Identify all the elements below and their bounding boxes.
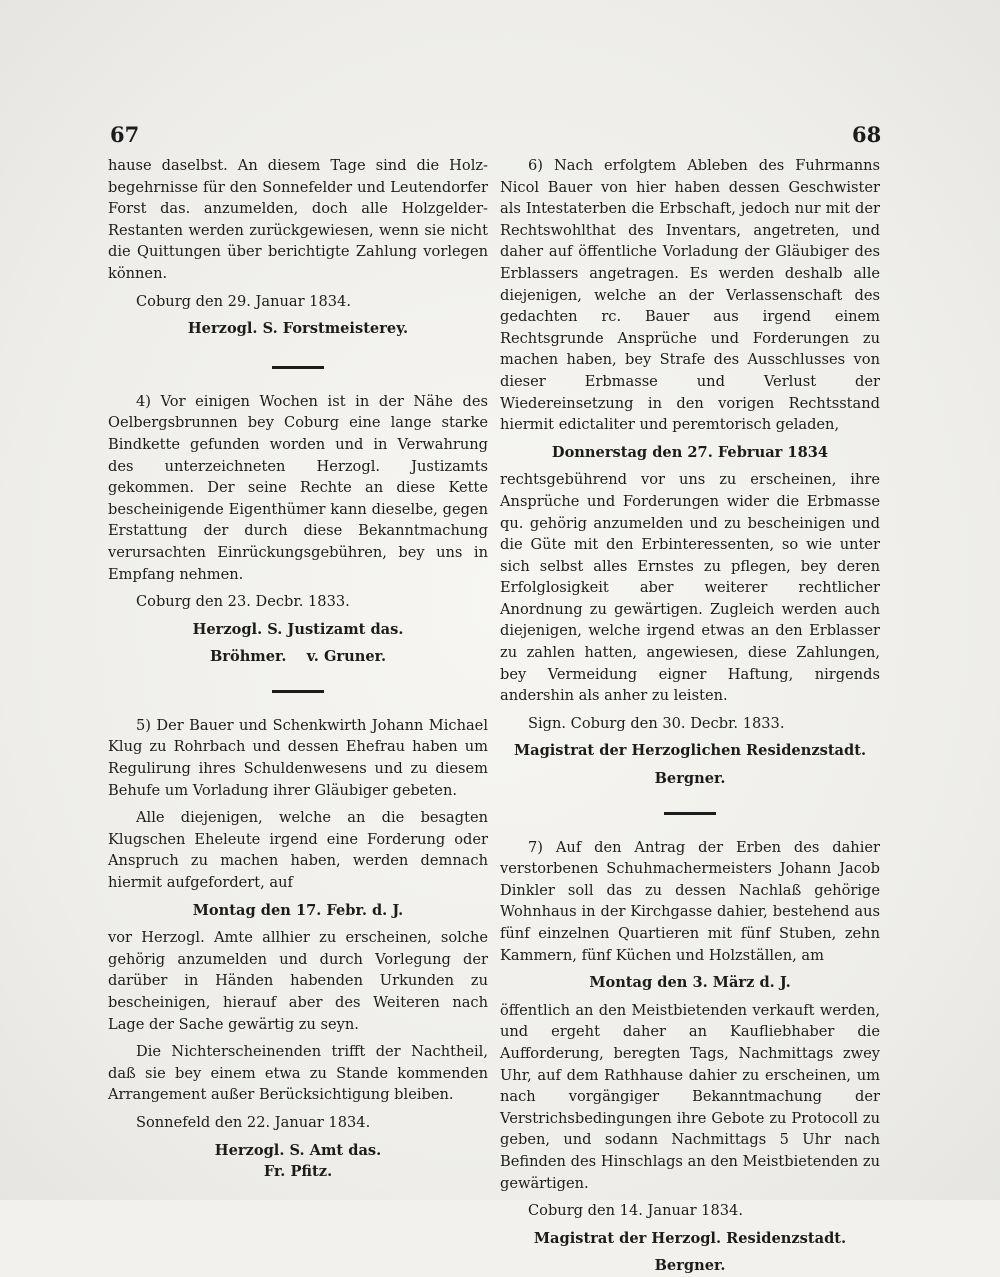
- item7-paragraph: 7) Auf den Antrag der Erben des dahier verstorbenen Schuhmachermeisters Johann Jacob Dinkler soll das zu dessen Nachlaß gehörige Wohnhaus in der Kirchgasse dahier, bestehend aus fünf einzelnen Quartieren mit fünf Stuben, zehn Kammern, fünf Küchen und Holzställen, am: [500, 838, 880, 964]
- item6-paragraph: 6) Nach erfolgtem Ableben des Fuhrmanns Nicol Bauer von hier haben dessen Geschwister als Intestaterben die Erbschaft, jedoch nur mit der Rechtswohlthat des Inventars, angetreten, und daher auf öffentliche Vorladung der Gläubiger des Erblassers angetragen. Es werden deshalb alle diejenigen, welche an der Verlassenschaft des gedachten rc. Bauer aus irgend einem Rechtsgrunde Ansprüche und Forderungen zu machen haben, bey Strafe des Ausschlusses von dieser Erbmasse und Verlust der Wiedereinsetzung in den vorigen Rechtsstand hiermit edictaliter und peremtorisch geladen,: [500, 157, 880, 434]
- item5-paragraph-3: vor Herzogl. Amte allhier zu erscheinen, solche gehörig anzumelden und durch Vorlegung der darüber in Händen habenden Urkunden zu bescheinigen, hierauf aber des Weiteren nach Lage der Sache gewärtig zu seyn.: [108, 929, 488, 1033]
- page-number-right: 68: [852, 122, 882, 147]
- item4-signature-office: Herzogl. S. Justizamt das.: [192, 620, 404, 638]
- section-divider: [664, 812, 716, 815]
- item7-signature-name: Bergner.: [654, 1257, 726, 1275]
- item6-paragraph-2: rechtsgebührend vor uns zu erscheinen, ihre Ansprüche und Forderungen wider die Erbmasse qu. gehörig anzumelden und zu bescheinigen und die Güte mit den Erbinteressenten, so wie unter sich selbst alles Ernstes zu pflegen, bey deren Erfolglosigkeit aber weiterer rechtlicher Anordnung zu gewärtigen. Zugleich werden auch diejenigen, welche irgend etwas an den Erblasser zu zahlen hatten, angewiesen, diese Zahlungen, bey Vermeidung eigner Haftung, nirgends andershin als anher zu leisten.: [500, 471, 880, 705]
- item7-paragraph-2: öffentlich an den Meistbietenden verkauft werden, und ergeht daher an Kaufliebhaber die Aufforderung, beregten Tags, Nachmittags zwey Uhr, auf dem Rathhause dahier zu erscheinen, um nach vorgängiger Bekanntmachung der Verstrichsbedingungen ihre Gebote zu Protocoll zu geben, und sodann Nachmittags 5 Uhr nach Befinden des Hinschlags an den Meistbietenden zu gewärtigen.: [500, 1001, 880, 1192]
- left-column: [108, 155, 488, 1183]
- intro-date: Coburg den 29. Januar 1834.: [136, 292, 351, 310]
- item7-date: Coburg den 14. Januar 1834.: [528, 1202, 743, 1220]
- item4-date: Coburg den 23. Decbr. 1833.: [136, 593, 350, 611]
- section-divider: [272, 366, 324, 369]
- item5-paragraph: 5) Der Bauer und Schenkwirth Johann Michael Klug zu Rohrbach und dessen Ehefrau haben um Regulirung ihres Schuldenwesens und zu diesem Behufe um Vorladung ihrer Gläubiger gebeten.: [108, 716, 488, 799]
- intro-signature: Herzogl. S. Forstmeisterey.: [187, 320, 409, 338]
- item6-signature-name: Bergner.: [654, 770, 726, 788]
- item5-signature-office: Herzogl. S. Amt das.: [214, 1141, 382, 1159]
- item7-signature-office: Magistrat der Herzogl. Residenzstadt.: [533, 1229, 847, 1247]
- item5-signature-name: Fr. Pfitz.: [263, 1163, 333, 1181]
- intro-paragraph: hause daselbst. An diesem Tage sind die Holz-begehrnisse für den Sonnefelder und Leutendorfer Forst das. anzumelden, doch alle Holzgelder-Restanten werden zurückgewiesen, wenn sie nicht die Quittungen über berichtigte Zahlung vorlegen können.: [108, 157, 488, 282]
- item5-paragraph-2: Alle diejenigen, welche an die besagten Klugschen Eheleute irgend eine Forderung oder Anspruch zu machen haben, werden demnach hiermit aufgefordert, auf: [108, 809, 488, 892]
- item4-signature-names: Bröhmer. v. Gruner.: [209, 648, 387, 666]
- item6-hearing-date: Donnerstag den 27. Februar 1834: [551, 443, 829, 461]
- item5-paragraph-4: Die Nichterscheinenden trifft der Nachtheil, daß sie bey einem etwa zu Stande kommenden Arrangement außer Berücksichtigung bleiben.: [108, 1043, 488, 1104]
- page-number-left: 67: [110, 122, 140, 147]
- item6-date: Sign. Coburg den 30. Decbr. 1833.: [528, 714, 785, 732]
- item5-hearing-date: Montag den 17. Febr. d. J.: [192, 901, 404, 919]
- item6-signature-office: Magistrat der Herzoglichen Residenzstadt.: [513, 742, 867, 760]
- item7-sale-date: Montag den 3. März d. J.: [589, 974, 791, 992]
- item5-date: Sonnefeld den 22. Januar 1834.: [136, 1113, 371, 1131]
- section-divider: [272, 690, 324, 693]
- right-column: [500, 155, 880, 1277]
- item4-paragraph: 4) Vor einigen Wochen ist in der Nähe des Oelbergsbrunnen bey Coburg eine lange starke Bindkette gefunden worden und in Verwahrung des unterzeichneten Herzogl. Justizamts gekommen. Der seine Rechte an diese Kette bescheinigende Eigenthümer kann dieselbe, gegen Erstattung der durch diese Bekanntmachung verursachten Einrückungsgebühren, bey uns in Empfang nehmen.: [108, 392, 488, 583]
